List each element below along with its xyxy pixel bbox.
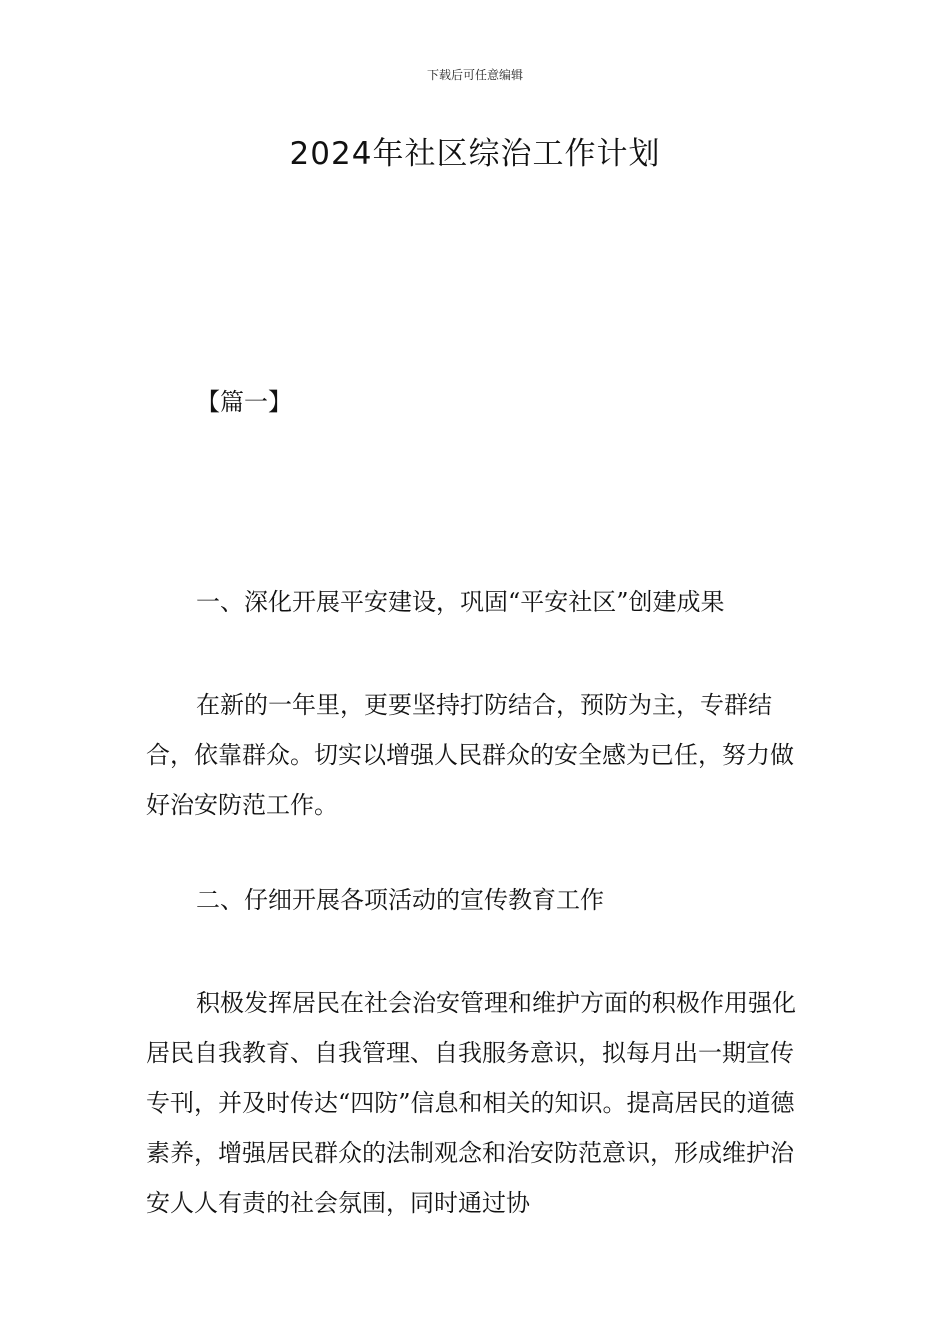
section-heading-2: 二、仔细开展各项活动的宣传教育工作 xyxy=(196,886,604,914)
section-paragraph-1: 在新的一年里，更要坚持打防结合，预防为主，专群结合，依靠群众。切实以增强人民群众的安全感为已任，努力做好治安防范工作。 xyxy=(146,691,794,819)
document-title: 2024年社区综治工作计划 xyxy=(289,136,661,172)
section-heading-1: 一、深化开展平安建设，巩固“平安社区”创建成果 xyxy=(196,588,725,616)
section-label: 【篇一】 xyxy=(196,388,292,416)
section-paragraph-2: 积极发挥居民在社会治安管理和维护方面的积极作用强化居民自我教育、自我管理、自我服务意识，拟每月出一期宣传专刊，并及时传达“四防”信息和相关的知识。提高居民的道德素养，增强居民群众的法制观念和治安防范意识，形成维护治安人人有责的社会氛围，同时通过协 xyxy=(146,989,796,1217)
header-note: 下载后可任意编辑 xyxy=(426,68,523,82)
